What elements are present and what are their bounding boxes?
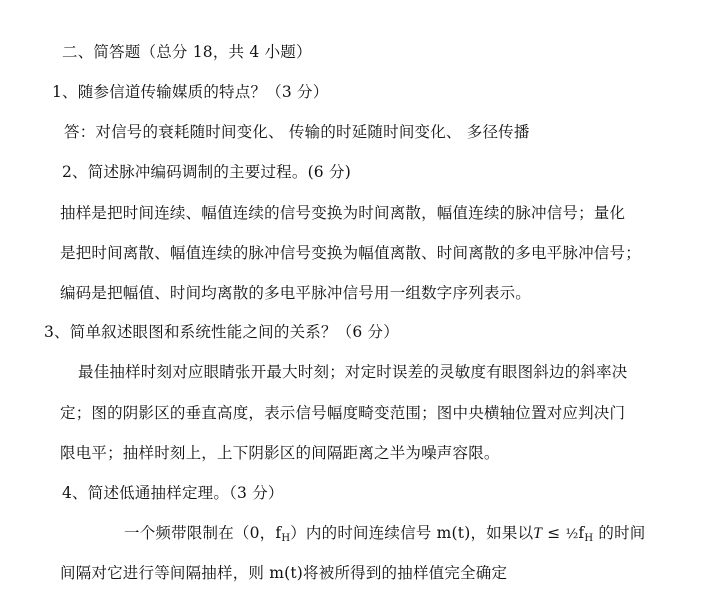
frequency-symbol: f bbox=[578, 524, 585, 542]
fraction-half: ½ bbox=[565, 527, 579, 542]
answer-4-line-1 bbox=[124, 523, 645, 545]
answer-2-line-1: 抽样是把时间连续、幅值连续的信号变换为时间离散，幅值连续的脉冲信号；量化 bbox=[60, 204, 626, 222]
answer-4-text-a: 一个频带限制在（0，f bbox=[124, 524, 282, 542]
answer-4-text-b: ）内的时间连续信号 m(t)，如果以 bbox=[290, 524, 534, 542]
subscript-h-2: H bbox=[584, 533, 594, 544]
question-3: 3、简单叙述眼图和系统性能之间的关系？（6 分） bbox=[44, 323, 399, 341]
answer-2-line-2: 是把时间离散、幅值连续的脉冲信号变换为幅值离散、时间离散的多电平脉冲信号； bbox=[60, 244, 641, 262]
relation-symbol: ≤ bbox=[542, 524, 566, 542]
answer-4-line-2: 间隔对它进行等间隔抽样，则 m(t)将被所得到的抽样值完全确定 bbox=[60, 564, 508, 582]
answer-3-line-1: 最佳抽样时刻对应眼睛张开最大时刻；对定时误差的灵敏度有眼图斜边的斜率决 bbox=[78, 363, 628, 381]
subscript-h: H bbox=[281, 533, 291, 544]
answer-1: 答：对信号的衰耗随时间变化、 传输的时延随时间变化、 多径传播 bbox=[64, 123, 530, 141]
answer-3-line-3: 限电平；抽样时刻上，上下阴影区的间隔距离之半为噪声容限。 bbox=[60, 444, 500, 462]
question-2: 2、简述脉冲编码调制的主要过程。(6 分) bbox=[62, 163, 351, 181]
answer-2-line-3: 编码是把幅值、时间均离散的多电平脉冲信号用一组数字序列表示。 bbox=[60, 284, 532, 302]
question-1: 1、随参信道传输媒质的特点？（3 分） bbox=[52, 83, 329, 101]
period-symbol: T bbox=[533, 525, 543, 542]
section-title: 二、简答题（总分 18，共 4 小题） bbox=[62, 43, 312, 61]
question-4: 4、简述低通抽样定理。（3 分） bbox=[62, 484, 284, 502]
answer-3-line-2: 定；图的阴影区的垂直高度，表示信号幅度畸变范围；图中央横轴位置对应判决门 bbox=[60, 404, 626, 422]
answer-4-text-c: 的时间 bbox=[593, 524, 646, 542]
